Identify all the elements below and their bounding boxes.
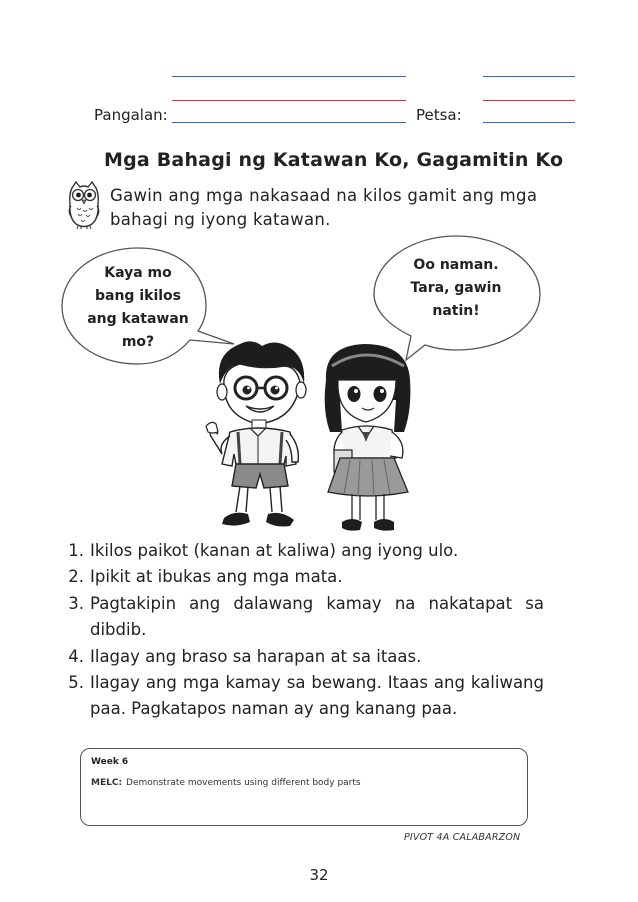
week-label: Week 6 xyxy=(91,757,129,767)
bubble-left-line: Kaya mo xyxy=(104,265,172,281)
list-item-text: Pagtakipin ang dalawang kamay na nakatapat sa dibdib. xyxy=(90,593,544,640)
melc-line xyxy=(91,778,361,788)
footer-source: PIVOT 4A CALABARZON xyxy=(404,832,521,843)
list-item-text: Ilagay ang mga kamay sa bewang. Itaas ang kaliwang paa. Pagkatapos naman ay ang kanang paa. xyxy=(90,673,544,719)
bubble-left-line: bang ikilos xyxy=(95,288,181,304)
list-item-number: 5. xyxy=(68,673,84,693)
bubble-right-line: Oo naman. xyxy=(413,257,499,273)
list-item-text: Ilagay ang braso sa harapan at sa itaas. xyxy=(90,646,422,666)
date-line-bottom[interactable] xyxy=(483,122,575,123)
list-item xyxy=(58,591,544,644)
bubble-left-line: ang katawan xyxy=(87,311,189,327)
owl-icon xyxy=(66,180,102,230)
name-label: Pangalan: xyxy=(94,106,168,124)
name-line-top xyxy=(172,76,406,77)
instruction-text: Gawin ang mga nakasaad na kilos gamit ang mga bahagi ng iyong katawan. xyxy=(110,186,538,229)
page-title: Mga Bahagi ng Katawan Ko, Gagamitin Ko xyxy=(104,149,564,171)
melc-text: Demonstrate movements using different body parts xyxy=(126,778,361,788)
name-line-middle xyxy=(172,100,406,101)
list-item-number: 4. xyxy=(68,646,84,666)
bubble-left-text xyxy=(80,262,196,354)
bubble-left-line: mo? xyxy=(121,334,155,350)
date-line-middle xyxy=(483,100,575,101)
list-item-text: Ipikit at ibukas ang mga mata. xyxy=(90,567,343,587)
name-line-bottom[interactable] xyxy=(172,122,406,123)
page-number: 32 xyxy=(309,866,329,884)
list-item-text: Ikilos paikot (kanan at kaliwa) ang iyong ulo. xyxy=(90,541,459,560)
instruction-list xyxy=(58,538,544,723)
bubble-right-line: natin! xyxy=(432,303,480,319)
melc-label: MELC: xyxy=(91,778,123,788)
date-label: Petsa: xyxy=(416,106,462,124)
list-item xyxy=(58,644,544,670)
list-item xyxy=(58,564,544,590)
bubble-right-text xyxy=(394,254,518,323)
list-item xyxy=(58,670,544,723)
boy-illustration xyxy=(200,336,324,532)
bubble-right-line: Tara, gawin xyxy=(410,280,502,296)
list-item-number: 2. xyxy=(68,567,84,587)
melc-box xyxy=(80,748,528,826)
girl-illustration xyxy=(316,340,420,536)
list-item xyxy=(58,538,544,564)
list-item-number: 1. xyxy=(68,541,84,560)
date-line-top xyxy=(483,76,575,77)
list-item-number: 3. xyxy=(68,593,84,613)
